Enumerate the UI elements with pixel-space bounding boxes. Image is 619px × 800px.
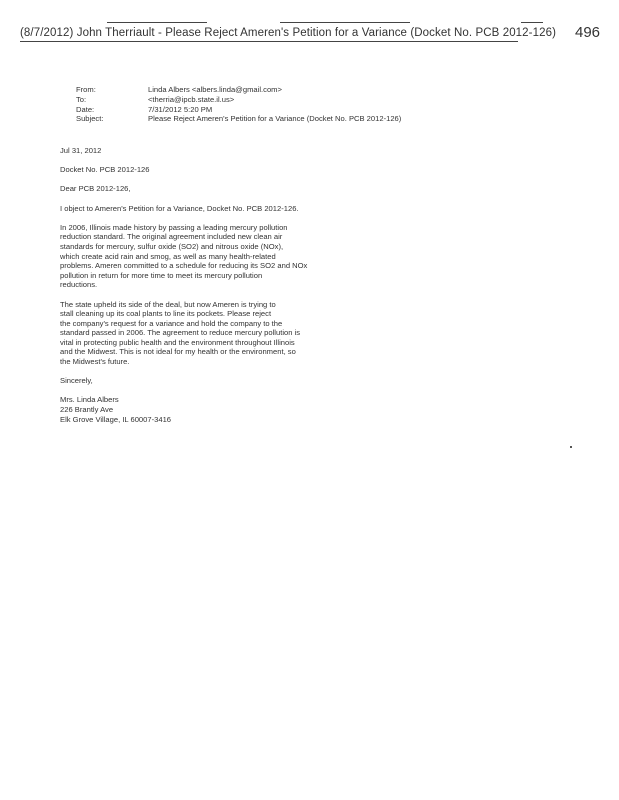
body-date: Jul 31, 2012 (60, 146, 102, 155)
meta-label: Date: (76, 104, 95, 114)
meta-row-subject (76, 114, 401, 124)
body-paragraph: I object to Ameren's Petition for a Variance, Docket No. PCB 2012-126. (60, 203, 299, 213)
email-meta (76, 85, 401, 124)
header-rule-bottom (20, 41, 518, 42)
header-rule-top-left (107, 22, 207, 23)
body-paragraph: In 2006, Illinois made history by passing a leading mercury pollution reduction standard. The original agreement included new clean air standards for mercury, sulfur oxide (SO2) and nitrous oxide (NOx), which create acid rain and smog, as well as many health-related problems. Ameren committed to a schedule for reducing its SO2 and NOx pollution in return for more time to meet its mercury pollution reductions. (60, 222, 308, 290)
meta-value: Please Reject Ameren's Petition for a Variance (Docket No. PCB 2012-126) (148, 114, 402, 124)
meta-row-to (76, 95, 401, 105)
body-closing: Sincerely, (60, 376, 93, 386)
page-number: 496 (575, 24, 601, 41)
body-docket: Docket No. PCB 2012-126 (60, 165, 150, 175)
meta-value: <therria@ipcb.state.il.us> (148, 94, 235, 104)
signature-block: Mrs. Linda Albers 226 Brantly Ave Elk Grove Village, IL 60007-3416 (60, 395, 172, 424)
meta-label: Subject: (76, 114, 104, 124)
meta-row-date (76, 105, 401, 115)
meta-value: Linda Albers <albers.linda@gmail.com> (148, 85, 282, 94)
scan-speck (570, 446, 572, 448)
body-paragraph: The state upheld its side of the deal, but now Ameren is trying to stall cleaning up its coal plants to line its pockets. Please reject the company's request for a variance and hold the company to the standard passed in 2006. The agreement to reduce mercury pollution is vital in protecting public health and the environment throughout Illinois and the Midwest. This is not ideal for my health or the environment, so the Midwest's future. (60, 299, 301, 367)
email-body (60, 146, 360, 424)
meta-row-from (76, 85, 401, 95)
body-salutation: Dear PCB 2012-126, (60, 184, 131, 194)
meta-label: To: (76, 94, 87, 104)
document-title: (8/7/2012) John Therriault - Please Reject Ameren's Petition for a Variance (Docket No. PCB 2012-126) (20, 27, 557, 39)
meta-value: 7/31/2012 5:20 PM (148, 104, 213, 114)
meta-label: From: (76, 85, 96, 94)
header-rule-top-middle (280, 22, 410, 23)
header-rule-top-right (521, 22, 543, 23)
